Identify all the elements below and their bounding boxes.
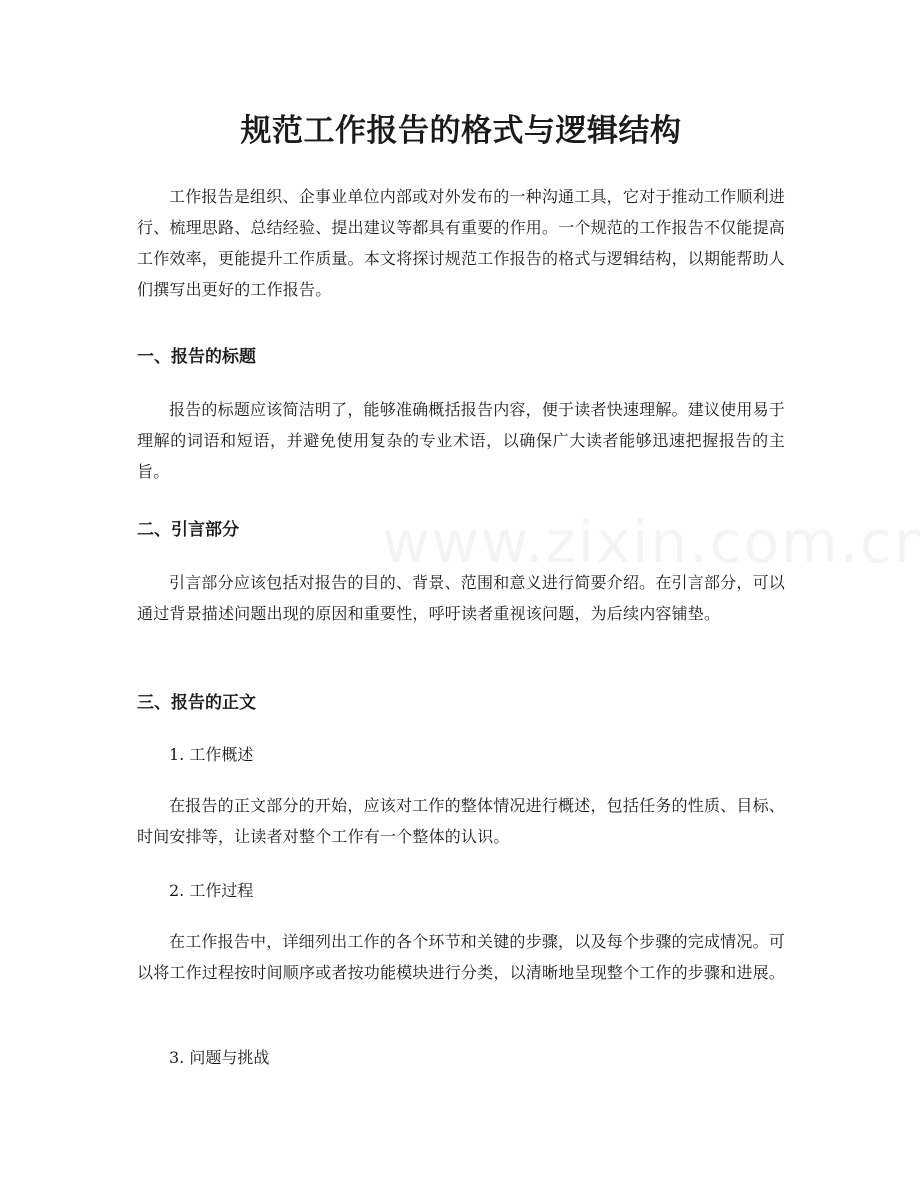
document-title: 规范工作报告的格式与逻辑结构 xyxy=(240,113,682,149)
section-body-title: 报告的标题应该简洁明了，能够准确概括报告内容，便于读者快速理解。建议使用易于理解的词语和短语，并避免使用复杂的专业术语，以确保广大读者能够迅速把握报告的主旨。 xyxy=(137,400,785,481)
section-heading-intro: 二、引言部分 xyxy=(137,520,239,540)
section-heading-title: 一、报告的标题 xyxy=(137,347,256,367)
subitem-label-challenges: 3. 问题与挑战 xyxy=(169,1048,270,1067)
intro-paragraph: 工作报告是组织、企事业单位内部或对外发布的一种沟通工具，它对于推动工作顺利进行、梳理思路、总结经验、提出建议等都具有重要的作用。一个规范的工作报告不仅能提高工作效率，更能提升工作质量。本文将探讨规范工作报告的格式与逻辑结构，以期能帮助人们撰写出更好的工作报告。 xyxy=(137,187,786,299)
subitem-label-overview: 1. 工作概述 xyxy=(169,745,254,764)
subitem-body-process: 在工作报告中，详细列出工作的各个环节和关键的步骤，以及每个步骤的完成情况。可以将工作过程按时间顺序或者按功能模块进行分类，以清晰地呈现整个工作的步骤和进展。 xyxy=(137,932,786,982)
subitem-body-overview: 在报告的正文部分的开始，应该对工作的整体情况进行概述，包括任务的性质、目标、时间安排等，让读者对整个工作有一个整体的认识。 xyxy=(137,796,785,846)
section-heading-main: 三、报告的正文 xyxy=(137,693,256,713)
subitem-label-process: 2. 工作过程 xyxy=(169,881,254,900)
section-body-intro: 引言部分应该包括对报告的目的、背景、范围和意义进行简要介绍。在引言部分，可以通过背景描述问题出现的原因和重要性，呼吁读者重视该问题，为后续内容铺垫。 xyxy=(137,573,785,623)
